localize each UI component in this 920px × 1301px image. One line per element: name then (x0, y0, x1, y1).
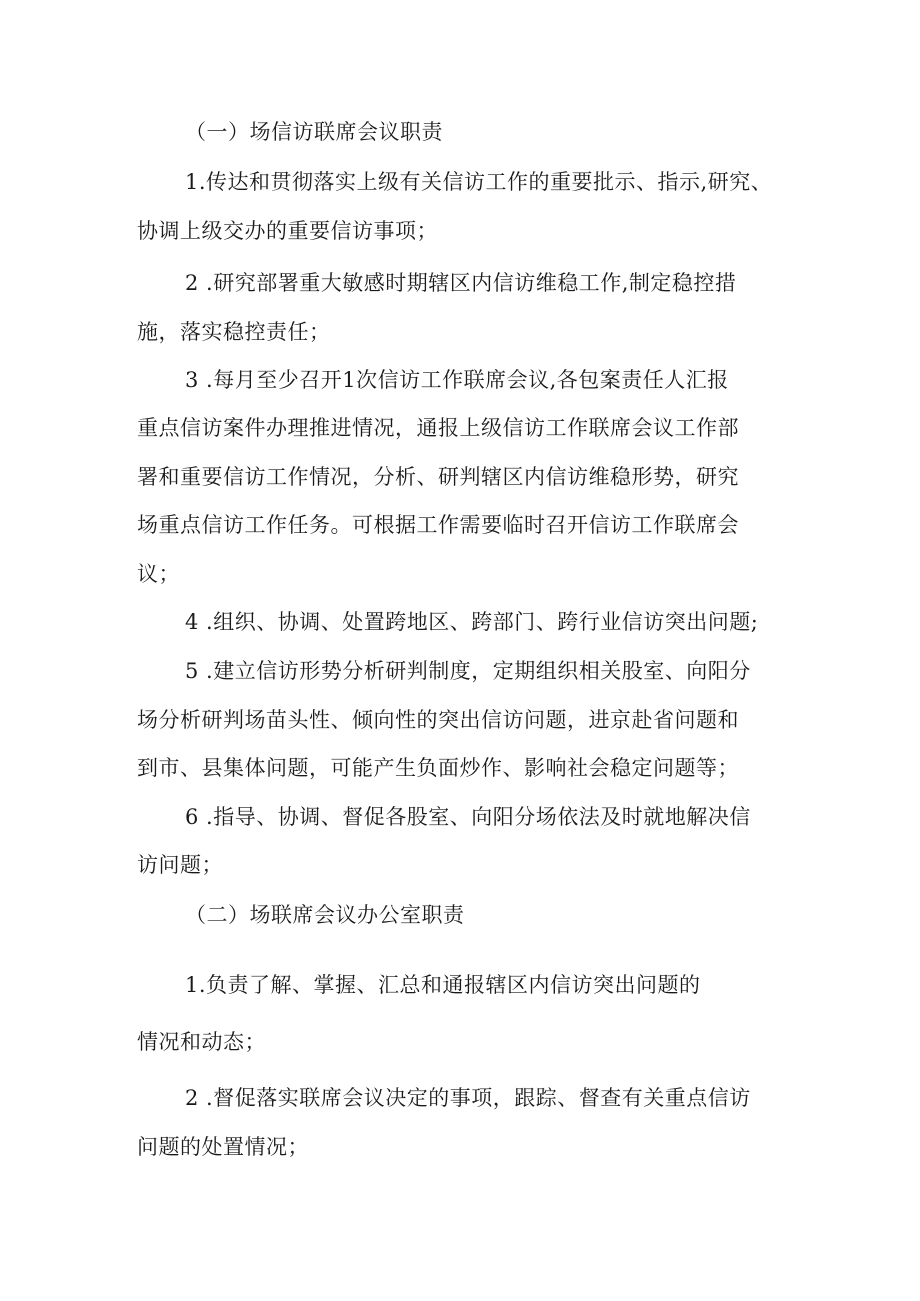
s1-item5-line2: 场分析研判场苗头性、倾向性的突出信访问题，进京赴省问题和 (137, 708, 739, 732)
s1-item3-line1: 3 .每月至少召开1次信访工作联席会议,各包案责任人汇报 (185, 368, 729, 392)
s1-item3-line3: 署和重要信访工作情况，分析、研判辖区内信访维稳形势，研究 (137, 465, 739, 489)
s2-item2-line2: 问题的处置情况； (137, 1135, 309, 1159)
section2-heading: （二）场联席会议办公室职责 (185, 903, 465, 927)
s1-item6-line1: 6 .指导、协调、督促各股室、向阳分场依法及时就地解决信 (185, 805, 751, 829)
section1-heading: （一）场信访联席会议职责 (185, 120, 443, 144)
s1-item4-line1: 4 .组织、协调、处置跨地区、跨部门、跨行业信访突出问题; (185, 610, 759, 634)
s1-item3-line4: 场重点信访工作任务。可根据工作需要临时召开信访工作联席会 (137, 513, 739, 537)
s1-item5-line3: 到市、县集体问题，可能产生负面炒作、影响社会稳定问题等； (137, 756, 739, 780)
s2-item1-line1: 1.负责了解、掌握、汇总和通报辖区内信访突出问题的 (185, 973, 701, 997)
s2-item1-line2: 情况和动态； (137, 1030, 266, 1054)
s1-item1-line1: 1.传达和贯彻落实上级有关信访工作的重要批示、指示,研究、 (185, 170, 773, 194)
s1-item3-line2: 重点信访案件办理推进情况，通报上级信访工作联席会议工作部 (137, 416, 739, 440)
s1-item6-line2: 访问题； (137, 853, 223, 877)
s2-item2-line1: 2 .督促落实联席会议决定的事项，跟踪、督查有关重点信访 (185, 1086, 751, 1110)
s1-item3-line5: 议； (137, 562, 180, 586)
s1-item5-line1: 5 .建立信访形势分析研判制度，定期组织相关股室、向阳分 (185, 659, 751, 683)
s1-item2-line1: 2 .研究部署重大敏感时期辖区内信访维稳工作,制定稳控措 (185, 271, 737, 295)
s1-item2-line2: 施，落实稳控责任； (137, 320, 331, 344)
s1-item1-line2: 协调上级交办的重要信访事项； (137, 219, 438, 243)
